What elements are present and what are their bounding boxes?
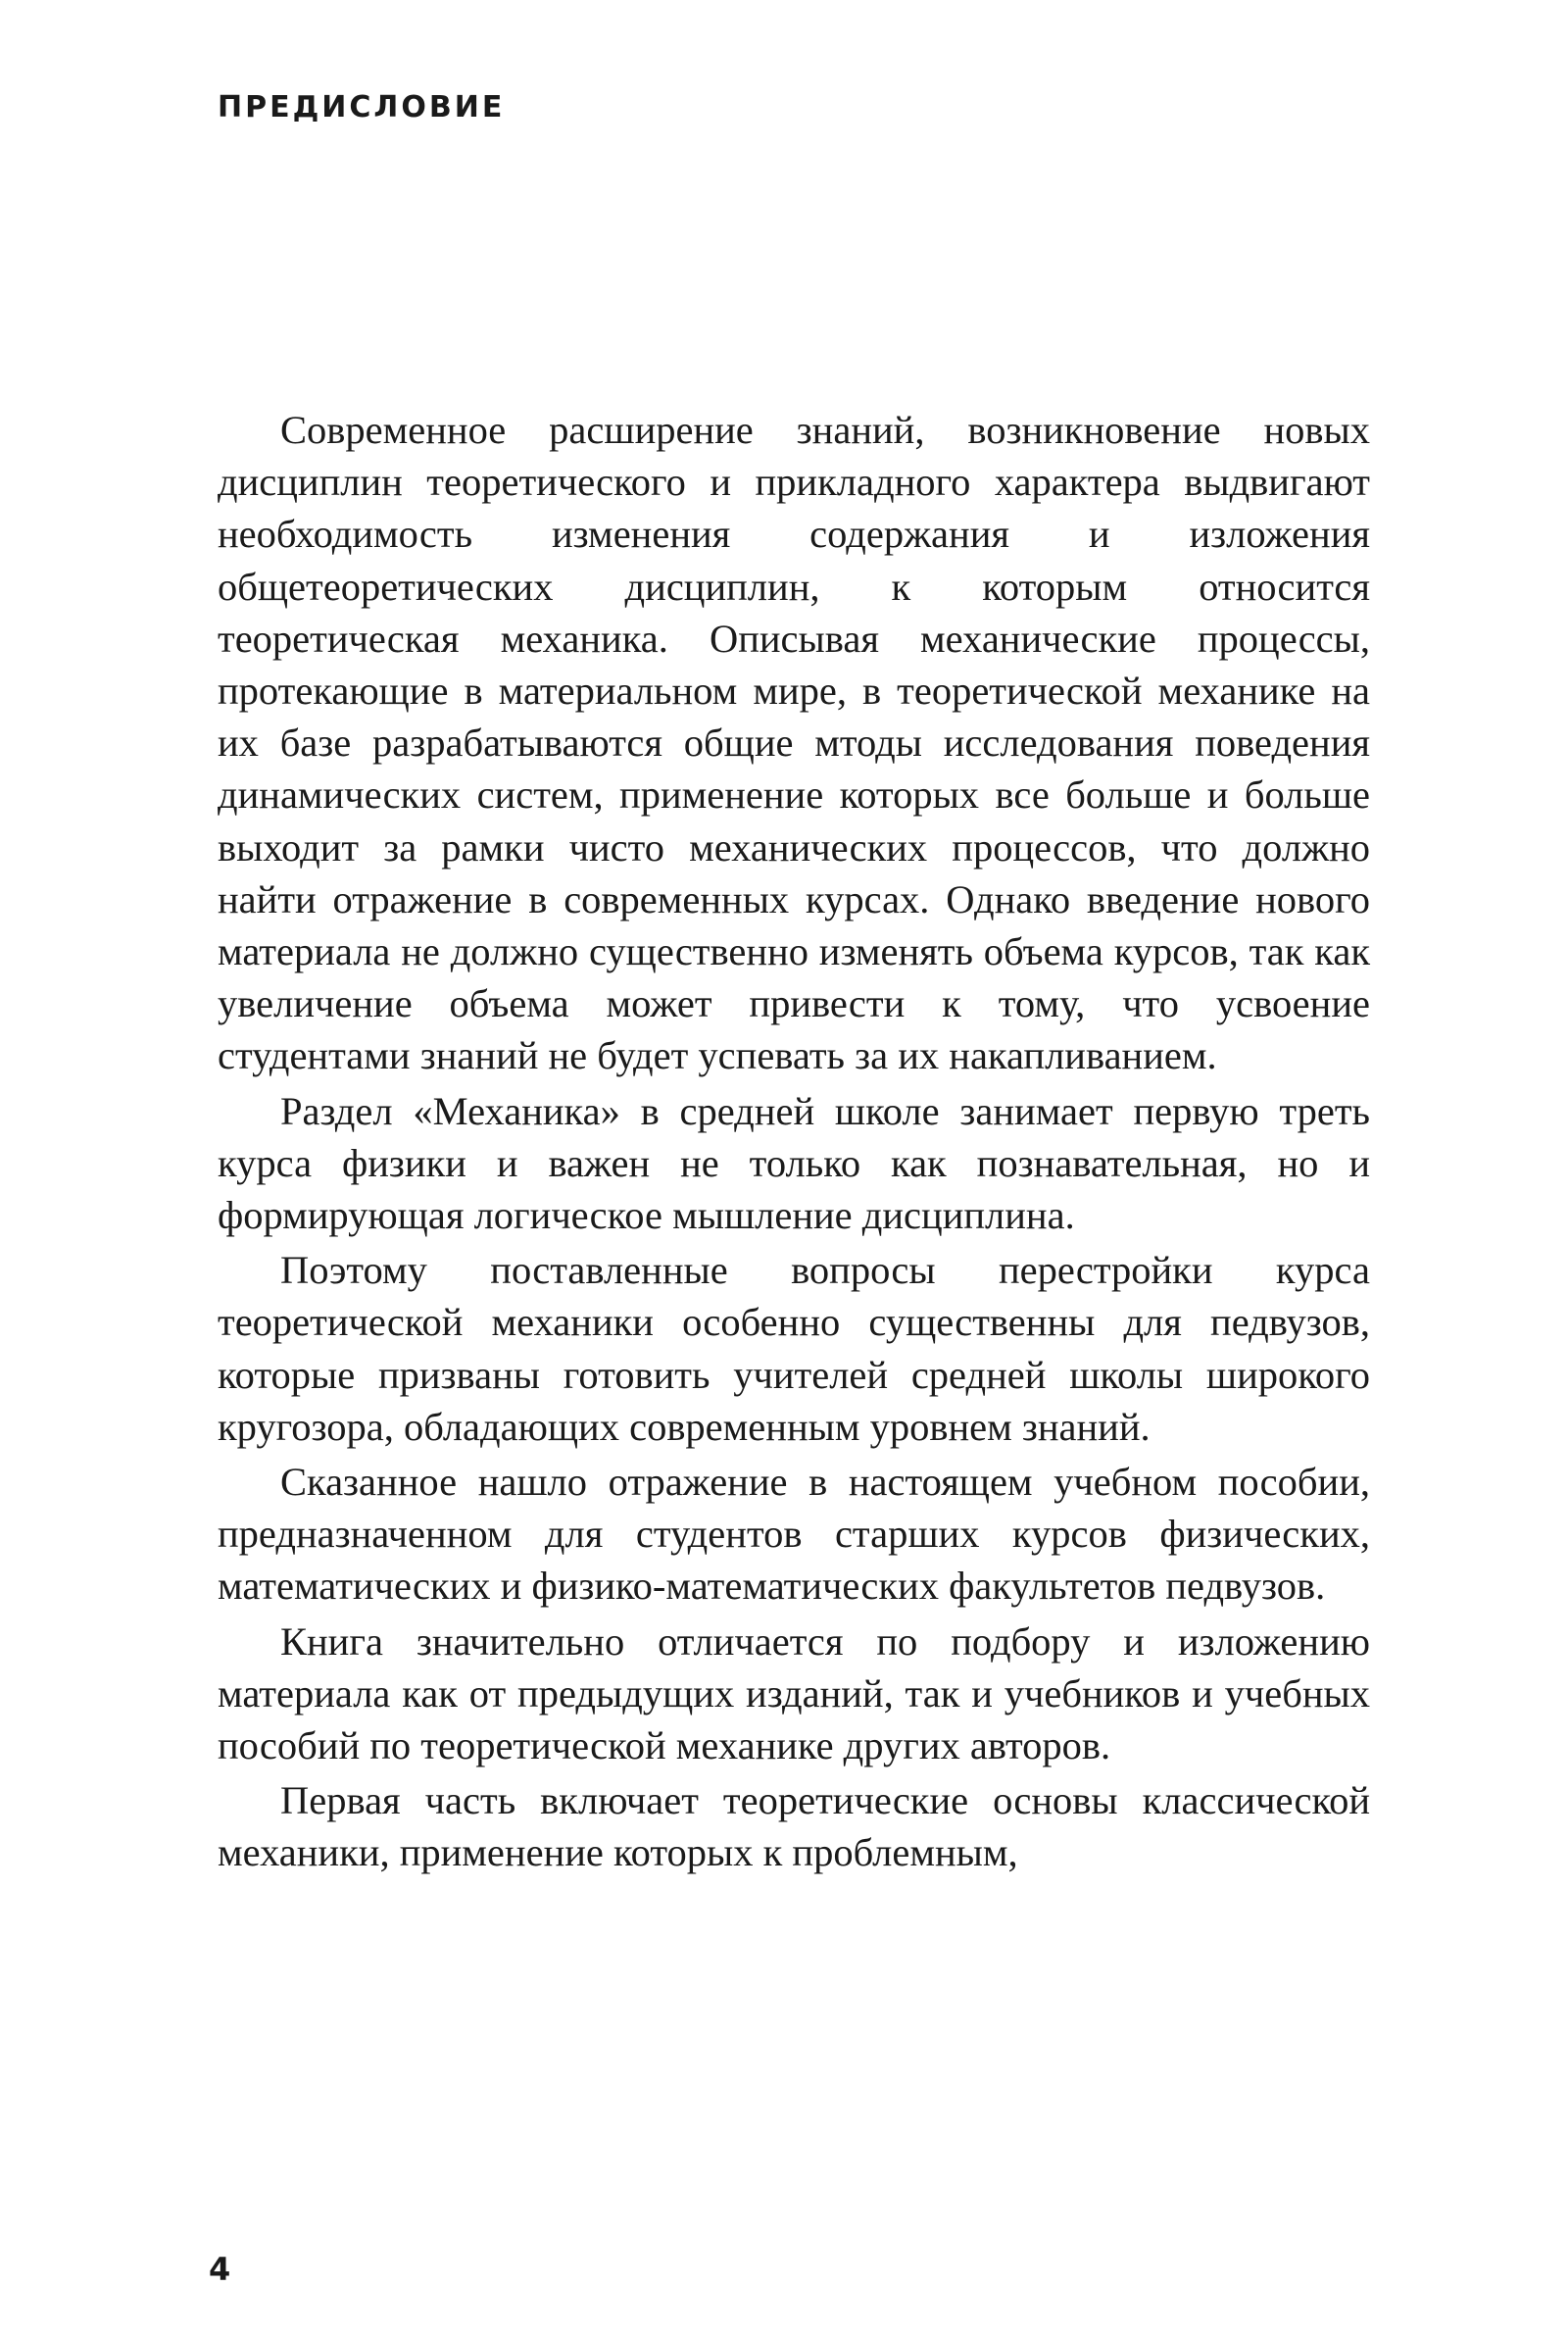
body-text: [218, 404, 1370, 1882]
paragraph: Раздел «Механика» в средней школе занимает первую треть курса физики и важен не только как познавательная, но и формирующая логическое мышление дисциплина.: [218, 1088, 1370, 1238]
paragraph: Первая часть включает теоретические основы классической механики, применение которых к проблемным,: [218, 1778, 1370, 1875]
page-number: 4: [209, 2251, 231, 2288]
page-heading: ПРЕДИСЛОВИЕ: [218, 90, 506, 124]
paragraph: Книга значительно отличается по подбору и изложению материала как от предыдущих изданий, так и учебников и учебных пособий по теоретической механике других авторов.: [218, 1618, 1370, 1768]
paragraph: Современное расширение знаний, возникновение новых дисциплин теоретического и прикладного характера выдвигают необходимость изменения содержания и изложения общетеоретических дисциплин, к которым относится теоретическая механика. Описывая механические процессы, протекающие в материальном мире, в теоретической механике на их базе разрабатываются общие мтоды исследования поведения динамических систем, применение которых все больше и больше выходит за рамки чисто механических процессов, что должно найти отражение в современных курсах. Однако введение нового материала не должно существенно изменять объема курсов, так как увеличение объема может привести к тому, что усвоение студентами знаний не будет успевать за их накапливанием.: [218, 408, 1370, 1078]
paragraph: Сказанное нашло отражение в настоящем учебном пособии, предназначенном для студентов старших курсов физических, математических и физико-математических факультетов педвузов.: [218, 1460, 1370, 1609]
paragraph: Поэтому поставленные вопросы перестройки курса теоретической механики особенно существенны для педвузов, которые призваны готовить учителей средней школы широкого кругозора, обладающих современным уровнем знаний.: [218, 1248, 1370, 1449]
